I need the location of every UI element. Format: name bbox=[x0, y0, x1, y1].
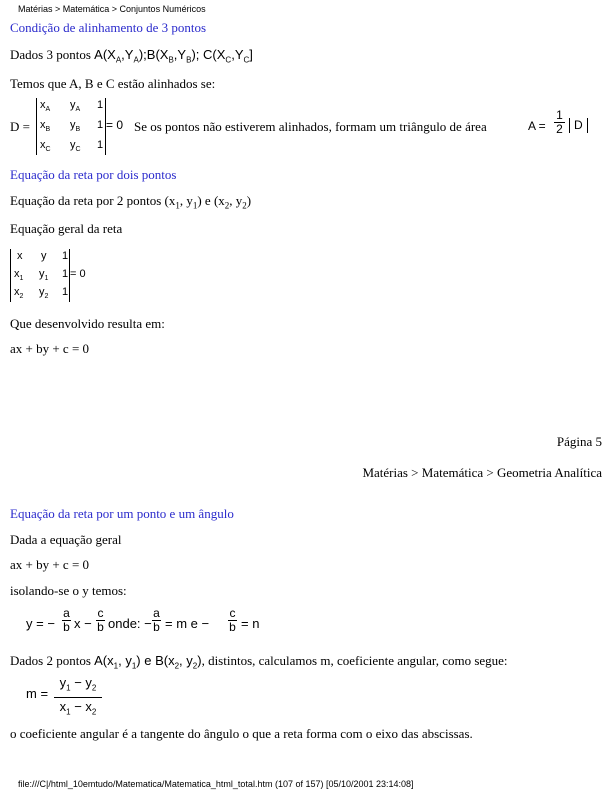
det-xb-sub: B bbox=[45, 126, 51, 134]
given-general-text: Dada a equação geral bbox=[10, 532, 122, 547]
frac-c-over-b-n bbox=[228, 607, 237, 634]
line-det-y1-v: y bbox=[39, 268, 45, 280]
two-points-line bbox=[10, 193, 251, 211]
line-det-y2 bbox=[39, 286, 48, 300]
sub-b2: B bbox=[186, 55, 192, 65]
det-xc-sub: C bbox=[45, 146, 51, 154]
det-yb: y bbox=[70, 119, 76, 131]
det-xa-sub: A bbox=[45, 106, 51, 114]
y-label: Y bbox=[124, 47, 134, 62]
det-yb-sub: B bbox=[75, 126, 81, 134]
x-label-b: X bbox=[159, 47, 169, 62]
general-equation: ax + by + c = 0 bbox=[10, 341, 90, 356]
y-label-c: Y bbox=[234, 47, 244, 62]
frac-c-n: c bbox=[229, 606, 236, 620]
slope-y1-s: 1 bbox=[66, 683, 71, 693]
section-title-point-angle: Equação da reta por um ponto e um ângulo bbox=[10, 506, 234, 521]
line-det-y1 bbox=[39, 268, 48, 282]
two-points-sub2: 2 bbox=[224, 200, 230, 211]
line-det-y2-s: 2 bbox=[44, 293, 49, 301]
line-det-1a: 1 bbox=[62, 250, 69, 262]
footer-file-path: file:///C|/html_10emtudo/Matematica/Matematica_html_total.htm (107 of 157) [05/10/2001 23:14:08] bbox=[18, 779, 414, 789]
line-det-x2-s: 2 bbox=[19, 293, 24, 301]
det-cell-ya bbox=[70, 99, 80, 113]
det-ya: y bbox=[70, 99, 76, 111]
det-ya-sub: A bbox=[75, 106, 81, 114]
two-points-slope-line bbox=[10, 653, 508, 671]
two-points-sub2b: 2 bbox=[242, 200, 247, 211]
two-points-mid1: , y bbox=[179, 193, 193, 208]
isolated-x: x − bbox=[74, 616, 92, 631]
line-determinant bbox=[10, 249, 70, 302]
tp-y2: , y bbox=[179, 653, 193, 668]
isolated-eq-m: = m e − bbox=[165, 616, 210, 631]
frac-c-over-b bbox=[96, 607, 105, 634]
x-label: X bbox=[107, 47, 116, 62]
slope-x1: x bbox=[59, 698, 67, 714]
tp-close2: ) bbox=[197, 653, 202, 668]
point-c-label: C bbox=[203, 47, 213, 62]
det-equals-zero: = 0 bbox=[106, 118, 124, 132]
points-formula: $A(X_A,Y_A);B(X_B,Y_B)$; $C(X_C,Y_C]$ bbox=[94, 47, 253, 65]
slope-den-minus: − bbox=[70, 698, 86, 714]
point-b-label: B bbox=[146, 47, 156, 62]
slope-y2-s: 2 bbox=[91, 683, 97, 693]
slope-num-minus: − bbox=[70, 675, 86, 690]
tp-close: ) e B(x bbox=[136, 653, 175, 668]
det-label: D = bbox=[10, 119, 30, 134]
given-points-text bbox=[10, 47, 253, 65]
x-label-c: X bbox=[216, 47, 226, 62]
area-num: 1 bbox=[556, 108, 563, 122]
frac-a: a bbox=[63, 606, 70, 620]
top-breadcrumb: Matérias > Matemática > Conjuntos Numéricos bbox=[18, 4, 206, 14]
slope-x2-s: 2 bbox=[91, 707, 97, 717]
slope-bar bbox=[54, 697, 102, 698]
area-abs-d: D bbox=[569, 118, 588, 133]
det-xa: x bbox=[40, 99, 46, 111]
det-yc: y bbox=[70, 139, 76, 151]
sub-c2: C bbox=[243, 55, 250, 65]
frac-a-m: a bbox=[153, 606, 160, 620]
general-equation-title: Equação geral da reta bbox=[10, 221, 123, 236]
slope-x1-s: 1 bbox=[66, 707, 71, 717]
sub-b: B bbox=[168, 55, 174, 65]
line-det-1b: 1 bbox=[62, 268, 69, 280]
y-label-b: Y bbox=[177, 47, 187, 62]
area-lhs: A = bbox=[528, 119, 546, 133]
two-points-mid3: , y bbox=[229, 193, 243, 208]
det-xb: x bbox=[40, 119, 46, 131]
tp-s2b: 2 bbox=[192, 661, 198, 671]
page-number: Página 5 bbox=[556, 434, 602, 449]
sub-a2: A bbox=[133, 55, 139, 65]
given-prefix: Dados 3 pontos bbox=[10, 47, 91, 62]
line-det-x1-s: 1 bbox=[19, 275, 24, 283]
line-det-x2 bbox=[14, 286, 23, 300]
develops-text: Que desenvolvido resulta em: bbox=[10, 316, 165, 331]
tp-s1: 1 bbox=[113, 661, 119, 671]
two-points-mid2: ) e (x bbox=[197, 193, 225, 208]
two-points-sub1b: 1 bbox=[192, 200, 198, 211]
frac-b-n: b bbox=[229, 620, 236, 634]
isolated-eq-n: = n bbox=[241, 616, 260, 631]
det-yc-sub: C bbox=[75, 146, 81, 154]
two-points-slope-prefix: Dados 2 pontos bbox=[10, 653, 91, 668]
frac-a-over-b-m bbox=[152, 607, 161, 634]
slope-x2: x bbox=[85, 698, 92, 714]
line-det-y: y bbox=[41, 250, 47, 262]
aligned-condition-text: Temos que A, B e C estão alinhados se: bbox=[10, 76, 216, 91]
tp-a: A(x bbox=[94, 653, 114, 668]
frac-b: b bbox=[63, 620, 70, 634]
section-title-two-points: Equação da reta por dois pontos bbox=[10, 167, 177, 182]
slope-num bbox=[54, 676, 102, 695]
slope-y2: y bbox=[85, 675, 92, 690]
slope-y1: y bbox=[59, 675, 67, 690]
det-cell-1b: 1 bbox=[97, 119, 104, 131]
frac-c: c bbox=[97, 606, 104, 620]
det-cell-xb bbox=[40, 119, 50, 133]
frac-b2: b bbox=[97, 620, 104, 634]
tp-y1: , y bbox=[118, 653, 132, 668]
line-det-x2-v: x bbox=[14, 286, 20, 298]
two-points-line-a: Equação da reta por 2 pontos (x bbox=[10, 193, 176, 208]
alignment-determinant bbox=[36, 98, 106, 155]
frac-a-over-b bbox=[62, 607, 71, 634]
line-det-1c: 1 bbox=[62, 286, 69, 298]
line-det-y1-s: 1 bbox=[44, 275, 49, 283]
sub-c: C bbox=[225, 55, 232, 65]
slope-lhs: m = bbox=[26, 686, 49, 701]
det-cell-xc bbox=[40, 139, 51, 153]
det-cell-yb bbox=[70, 119, 80, 133]
line-det-x: x bbox=[17, 250, 23, 262]
tp-s2: 2 bbox=[174, 661, 180, 671]
line-det-x1 bbox=[14, 268, 23, 282]
slope-den bbox=[54, 700, 102, 719]
area-text: Se os pontos não estiverem alinhados, formam um triângulo de área bbox=[134, 119, 487, 134]
det-cell-1a: 1 bbox=[97, 99, 104, 111]
det-cell-xa bbox=[40, 99, 50, 113]
line-det-x1-v: x bbox=[14, 268, 20, 280]
equation-again: ax + by + c = 0 bbox=[10, 557, 90, 572]
isolated-y-lhs: y = − bbox=[26, 616, 55, 631]
page2-breadcrumb: Matérias > Matemática > Geometria Analítica bbox=[362, 465, 602, 480]
two-points-end: ) bbox=[246, 193, 252, 208]
line-det-y2-v: y bbox=[39, 286, 45, 298]
det-cell-1c: 1 bbox=[97, 139, 104, 151]
point-a-label: A bbox=[94, 47, 103, 62]
det-cell-yc bbox=[70, 139, 81, 153]
two-points-sub1: 1 bbox=[175, 200, 180, 211]
det-xc: x bbox=[40, 139, 46, 151]
conclusion-text: o coeficiente angular é a tangente do ângulo o que a reta forma com o eixo das abscissas. bbox=[10, 726, 473, 741]
area-fraction bbox=[554, 109, 565, 136]
tp-s1b: 1 bbox=[131, 661, 137, 671]
slope-fraction bbox=[54, 676, 102, 718]
frac-b-m: b bbox=[153, 620, 160, 634]
sub-a: A bbox=[115, 55, 122, 65]
isolated-onde: onde: − bbox=[108, 616, 152, 631]
section-title-alignment: Condição de alinhamento de 3 pontos bbox=[10, 20, 207, 35]
two-points-slope-suffix: , distintos, calculamos m, coeficiente angular, como segue: bbox=[201, 653, 508, 668]
area-den: 2 bbox=[556, 122, 563, 136]
two-points-slope-formula bbox=[94, 653, 202, 671]
line-det-equals: = 0 bbox=[70, 268, 86, 280]
isolating-text: isolando-se o y temos: bbox=[10, 583, 127, 598]
